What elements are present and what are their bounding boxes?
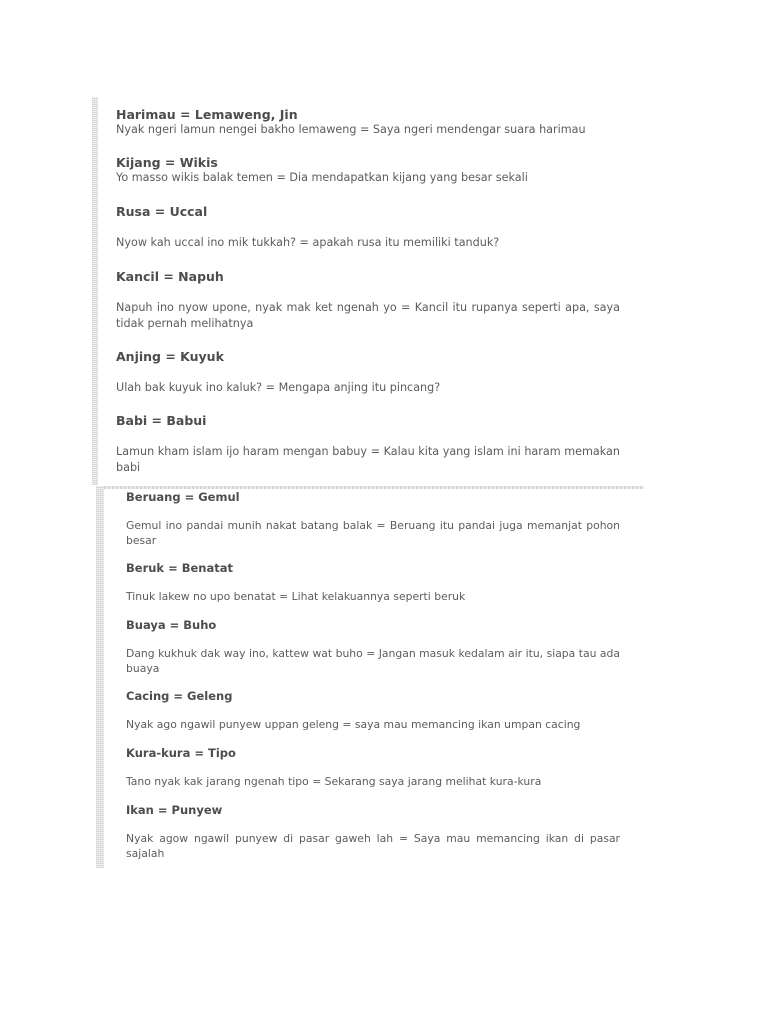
entry-buaya [126,618,620,676]
entry-example: Nyow kah uccal ino mik tukkah? = apakah rusa itu memiliki tanduk? [116,236,500,249]
entry-kijang [116,155,620,186]
entry-example: Ulah bak kuyuk ino kaluk? = Mengapa anjing itu pincang? [116,381,441,394]
entry-example: Gemul ino pandai munih nakat batang balak = Beruang itu pandai juga memanjat pohon besar [126,519,620,547]
entry-headword: Kura-kura = Tipo [126,746,236,760]
entry-headword: Beruang = Gemul [126,490,240,504]
entry-example: Nyak agow ngawil punyew di pasar gaweh lah = Saya mau memancing ikan di pasar sajalah [126,832,620,860]
entry-beruang [126,490,620,548]
entry-example: Dang kukhuk dak way ino, kattew wat buho = Jangan masuk kedalam air itu, siapa tau ada buaya [126,647,620,675]
entry-example: Napuh ino nyow upone, nyak mak ket ngenah yo = Kancil itu rupanya seperti apa, saya tidak pernah melihatnya [116,301,620,330]
vocabulary-screenshot-1 [92,97,644,485]
entry-headword: Harimau = Lemaweng, Jin [116,107,298,122]
entry-kancil [116,269,620,332]
page-edge-strip [96,486,104,868]
entry-beruk [126,561,620,604]
entry-rusa [116,204,620,251]
entry-headword: Buaya = Buho [126,618,217,632]
entry-example: Nyak ago ngawil punyew uppan geleng = saya mau memancing ikan umpan cacing [126,718,581,731]
entry-anjing [116,349,620,396]
entry-headword: Cacing = Geleng [126,689,233,703]
entry-headword: Anjing = Kuyuk [116,349,224,364]
entry-headword: Babi = Babui [116,413,207,428]
entry-headword: Kancil = Napuh [116,269,224,284]
entry-example: Tano nyak kak jarang ngenah tipo = Sekarang saya jarang melihat kura-kura [126,775,542,788]
entry-example: Yo masso wikis balak temen = Dia mendapatkan kijang yang besar sekali [116,171,528,184]
entry-headword: Kijang = Wikis [116,155,218,170]
divider [96,486,644,489]
entry-example: Lamun kham islam ijo haram mengan babuy = Kalau kita yang islam ini haram memakan babi [116,445,620,474]
entry-ikan [126,803,620,861]
vocabulary-screenshot-2 [96,486,644,868]
entry-harimau [116,107,620,138]
entry-cacing [126,689,620,732]
entry-headword: Ikan = Punyew [126,803,223,817]
entry-headword: Rusa = Uccal [116,204,208,219]
entry-kura-kura [126,746,620,789]
page-edge-strip [92,97,98,485]
entry-babi [116,413,620,476]
entry-example: Tinuk lakew no upo benatat = Lihat kelakuannya seperti beruk [126,590,466,603]
entry-example: Nyak ngeri lamun nengei bakho lemaweng = Saya ngeri mendengar suara harimau [116,123,586,136]
entry-headword: Beruk = Benatat [126,561,233,575]
